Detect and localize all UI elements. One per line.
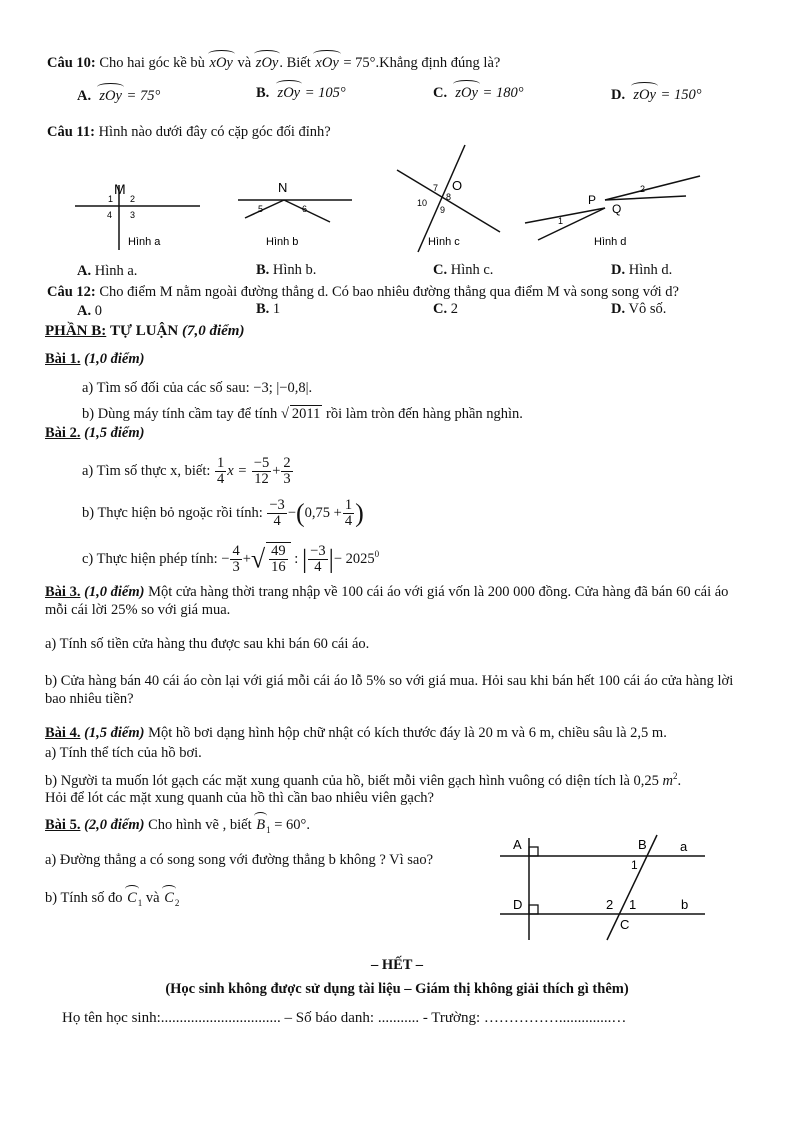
option-letter: C. — [433, 262, 448, 278]
angle-num: 1 — [108, 194, 114, 204]
footer-note — [0, 981, 794, 998]
fraction: $\frac{-3}{4}$ — [310, 543, 326, 575]
q10-option-b — [256, 85, 346, 102]
option-text: Hình d. — [628, 262, 673, 278]
q10-question — [47, 55, 500, 72]
option-angle: zOy — [455, 85, 478, 101]
bai2-points: (1,5 điểm) — [84, 425, 145, 441]
bai2-c-text: c) Thực hiện phép tính: — [82, 550, 218, 567]
option-angle: zOy — [99, 88, 122, 104]
bai2-a-text: a) Tìm số thực x, biết: — [82, 462, 211, 479]
point-n: N — [278, 180, 288, 195]
subscript: 1 — [266, 824, 271, 835]
bai2-heading — [45, 425, 144, 442]
student-info-line: Họ tên học sinh:................................ – Số báo danh: ........... - Trường: ……………..............… — [62, 1010, 627, 1026]
option-text: Hình c. — [450, 262, 494, 278]
plus: + — [242, 550, 251, 567]
angle-num: 1 — [631, 858, 638, 872]
q10-text: Cho hai góc kề bù — [99, 55, 205, 71]
part-b-subtitle: TỰ LUẬN — [110, 323, 179, 339]
bai1-a — [82, 380, 312, 397]
q10-known-value: = 75° — [343, 55, 376, 71]
angle-c1: C — [127, 890, 137, 906]
angle-num: 1 — [629, 897, 637, 912]
bai3-label: Bài 3. — [45, 584, 81, 600]
option-text: Vô số. — [628, 301, 667, 317]
q11-label: Câu 11: — [47, 124, 95, 140]
option-angle: zOy — [277, 85, 301, 101]
fraction: $\frac{1}{4}$ — [344, 497, 353, 529]
fraction: $\frac{2}{3}$ — [283, 455, 291, 487]
q10-label: Câu 10: — [47, 55, 96, 71]
bai2-b-text: b) Thực hiện bỏ ngoặc rồi tính: — [82, 504, 263, 521]
q12-option-a — [77, 303, 102, 320]
point-p: P — [588, 193, 597, 207]
note-text: (Học sinh không được sử dụng tài liệu – Giám thị không giải thích gì thêm) — [165, 981, 629, 997]
point-d: D — [513, 897, 523, 912]
bai5-a: a) Đường thẳng a có song song với đường thẳng b không ? Vì sao? — [45, 852, 434, 868]
bai1-points: (1,0 điểm) — [84, 351, 145, 367]
angle-num: 6 — [302, 204, 308, 214]
q10-option-c — [433, 85, 524, 102]
option-text: 0 — [94, 303, 102, 319]
figure-a — [75, 181, 200, 250]
q11-text: Hình nào dưới đây có cặp góc đối đỉnh? — [98, 124, 331, 140]
angle-num: 7 — [433, 183, 439, 193]
option-letter: B. — [256, 301, 270, 317]
option-text: Hình a. — [94, 263, 138, 279]
figure-b — [238, 180, 352, 248]
bai1-label: Bài 1. — [45, 351, 81, 367]
option-letter: A. — [77, 88, 92, 104]
and-text: và — [145, 890, 160, 906]
sqrt: $\frac{49}{16}$ — [266, 542, 291, 575]
option-letter: A. — [77, 263, 92, 279]
unit: m — [662, 772, 674, 789]
angle-xoy: xOy — [209, 55, 233, 71]
point-o: O — [452, 178, 463, 193]
end-marker — [0, 957, 794, 974]
angle-zoy: zOy — [255, 55, 279, 71]
point-c: C — [620, 917, 630, 932]
q11-option-d — [611, 262, 672, 279]
bai4-intro — [45, 725, 667, 742]
subscript: 1 — [137, 897, 143, 908]
colon: : — [294, 550, 299, 567]
option-letter: D. — [611, 262, 626, 278]
option-text: 1 — [272, 301, 281, 317]
exponent: 2 — [673, 771, 678, 781]
q12-question — [47, 284, 679, 301]
figure-d — [525, 176, 700, 248]
bai1-a-text: a) Tìm số đối của các số sau: — [82, 380, 250, 396]
q12-option-b — [256, 301, 280, 318]
option-letter: D. — [611, 301, 626, 317]
given-value: = 60°. — [274, 817, 310, 833]
figure-c — [397, 145, 500, 252]
bai1-heading — [45, 351, 144, 368]
bai3-points: (1,0 điểm) — [84, 584, 145, 600]
subscript: 2 — [174, 897, 180, 908]
angle-num: 8 — [446, 192, 452, 202]
q10-known: . Biết — [279, 55, 311, 71]
angle-num: 4 — [107, 210, 113, 220]
angle-c2: C — [164, 890, 174, 906]
q11-figures — [60, 140, 750, 262]
bai1-b: b) Dùng máy tính cầm tay để tính √ 2011 rồi làm tròn đến hàng phần nghìn. — [82, 406, 523, 422]
bai4-b: b) Người ta muốn lót gạch các mặt xung quanh của hồ, biết mỗi viên gạch hình vuông có diện tích là 0,25 $m^2$. — [45, 771, 682, 789]
angle-xoy-known: xOy — [315, 55, 339, 71]
minus: − — [287, 504, 296, 521]
fraction: $\frac{1}{4}$ — [217, 455, 225, 487]
option-angle: zOy — [633, 87, 656, 103]
bai3-intro — [45, 583, 745, 619]
bai3-a: a) Tính số tiền cửa hàng thu được sau khi bán 60 cái áo. — [45, 636, 370, 652]
angle-num: 2 — [640, 184, 646, 194]
point-a: A — [513, 837, 522, 852]
q12-label: Câu 12: — [47, 284, 96, 300]
fraction: $\frac{-5}{12}$ — [253, 455, 270, 487]
angle-num: 1 — [558, 216, 564, 226]
q10-and: và — [237, 55, 252, 71]
bai2-c: c) Thực hiện phép tính: − $\frac{4}{3}$ +√ $\frac{49}{16}$ : | $\frac{-3}{4}$ |− $2025^0$ — [82, 543, 380, 575]
option-text: 2 — [450, 301, 458, 317]
bai4-label: Bài 4. — [45, 725, 81, 741]
bai4-text: Một hồ bơi dạng hình hộp chữ nhật có kích thước đáy là 20 m và 6 m, chiều sâu là 2,5 m. — [148, 725, 667, 741]
bai4-a: a) Tính thể tích của hồ bơi. — [45, 745, 202, 761]
q11-question — [47, 124, 331, 141]
bai4-b-question: Hỏi để lót các mặt xung quanh của hồ thì cần bao nhiêu viên gạch? — [45, 790, 434, 806]
line-a: a — [680, 839, 688, 854]
option-value: = 180° — [482, 85, 524, 101]
q11-option-b — [256, 262, 316, 279]
bai5-text: Cho hình vẽ , biết — [148, 817, 252, 833]
bai1-b-text2: rồi làm tròn đến hàng phần nghìn. — [326, 406, 523, 422]
option-value: = 150° — [660, 87, 702, 103]
var-x: x = — [227, 462, 248, 479]
option-letter: C. — [433, 85, 448, 101]
angle-num: 10 — [417, 198, 428, 208]
angle-num: 5 — [258, 204, 264, 214]
bai4-b-text: b) Người ta muốn lót gạch các mặt xung quanh của hồ, biết mỗi viên gạch hình vuông có diện tích là 0,25 — [45, 772, 659, 789]
minus: − — [221, 550, 230, 567]
q10-ask: .Khẳng định đúng là? — [375, 55, 501, 71]
q12-option-d — [611, 301, 666, 318]
bai5-b — [45, 890, 179, 908]
bai5-figure — [495, 830, 720, 945]
option-text: Hình b. — [272, 262, 317, 278]
bai4-points: (1,5 điểm) — [84, 725, 145, 741]
line-b: b — [681, 897, 689, 912]
bai5-points: (2,0 điểm) — [84, 817, 145, 833]
q10-option-d — [611, 87, 702, 104]
part-b-heading — [45, 323, 244, 340]
q11-option-a — [77, 263, 137, 280]
bai5-b-text: b) Tính số đo — [45, 890, 123, 906]
figure-caption: Hình c — [428, 236, 460, 248]
option-letter: A. — [77, 303, 92, 319]
angle-num: 2 — [606, 897, 614, 912]
q11-option-c — [433, 262, 493, 279]
angle-num: 9 — [440, 205, 446, 215]
fraction: $\frac{-3}{4}$ — [269, 497, 285, 529]
part-b-title: PHẦN B: — [45, 323, 107, 339]
point-m: M — [114, 181, 126, 197]
bai5-label: Bài 5. — [45, 817, 81, 833]
inner-expr: 0,75 + — [304, 504, 342, 521]
option-letter: B. — [256, 85, 270, 101]
bai2-a — [82, 456, 294, 487]
fraction: $\frac{4}{3}$ — [232, 543, 240, 575]
sqrt-radicand: 2011 — [291, 406, 321, 422]
figure-caption: Hình d — [594, 236, 627, 248]
angle-num: 3 — [130, 210, 136, 220]
bai1-a-math: −3; |−0,8|. — [253, 380, 313, 396]
bai5-intro — [45, 817, 310, 835]
option-letter: C. — [433, 301, 448, 317]
bai2-b: b) Thực hiện bỏ ngoặc rồi tính: $\frac{-3}{4}$ −(0,75 + $\frac{1}{4}$ ) — [82, 497, 364, 529]
bai1-b-text: b) Dùng máy tính cầm tay để tính — [82, 406, 278, 422]
bai3-text: Một cửa hàng thời trang nhập về 100 cái áo với giá vốn là 200 000 đồng. Cửa hàng đã bán 60 cái áo mỗi cái lời 25% so với giá mua. — [45, 584, 729, 618]
option-letter: B. — [256, 262, 270, 278]
exponent: 0 — [374, 549, 380, 559]
option-letter: D. — [611, 87, 626, 103]
figure-caption: Hình b — [266, 236, 299, 248]
point-b: B — [638, 837, 647, 852]
q10-option-a — [77, 88, 160, 105]
bai2-label: Bài 2. — [45, 425, 81, 441]
option-value: = 105° — [304, 85, 346, 101]
q12-text: Cho điểm M nằm ngoài đường thẳng d. Có bao nhiêu đường thẳng qua điểm M và song song với d? — [99, 284, 679, 300]
q12-option-c — [433, 301, 458, 318]
angle-b1: B — [256, 817, 266, 833]
tail-expr: − 2025 — [333, 550, 375, 567]
option-value: = 75° — [126, 88, 161, 104]
part-b-points: (7,0 điểm) — [181, 323, 245, 339]
point-q: Q — [612, 202, 622, 216]
bai3-b: b) Cửa hàng bán 40 cái áo còn lại với giá mỗi cái áo lỗ 5% so với giá mua. Hỏi sau khi bán hết 100 cái áo cửa hàng lời bao nhiêu tiền? — [45, 673, 734, 707]
figure-caption: Hình a — [128, 236, 161, 248]
angle-num: 2 — [130, 194, 136, 204]
plus: + — [272, 462, 281, 479]
end-text: – HẾT – — [370, 957, 424, 973]
